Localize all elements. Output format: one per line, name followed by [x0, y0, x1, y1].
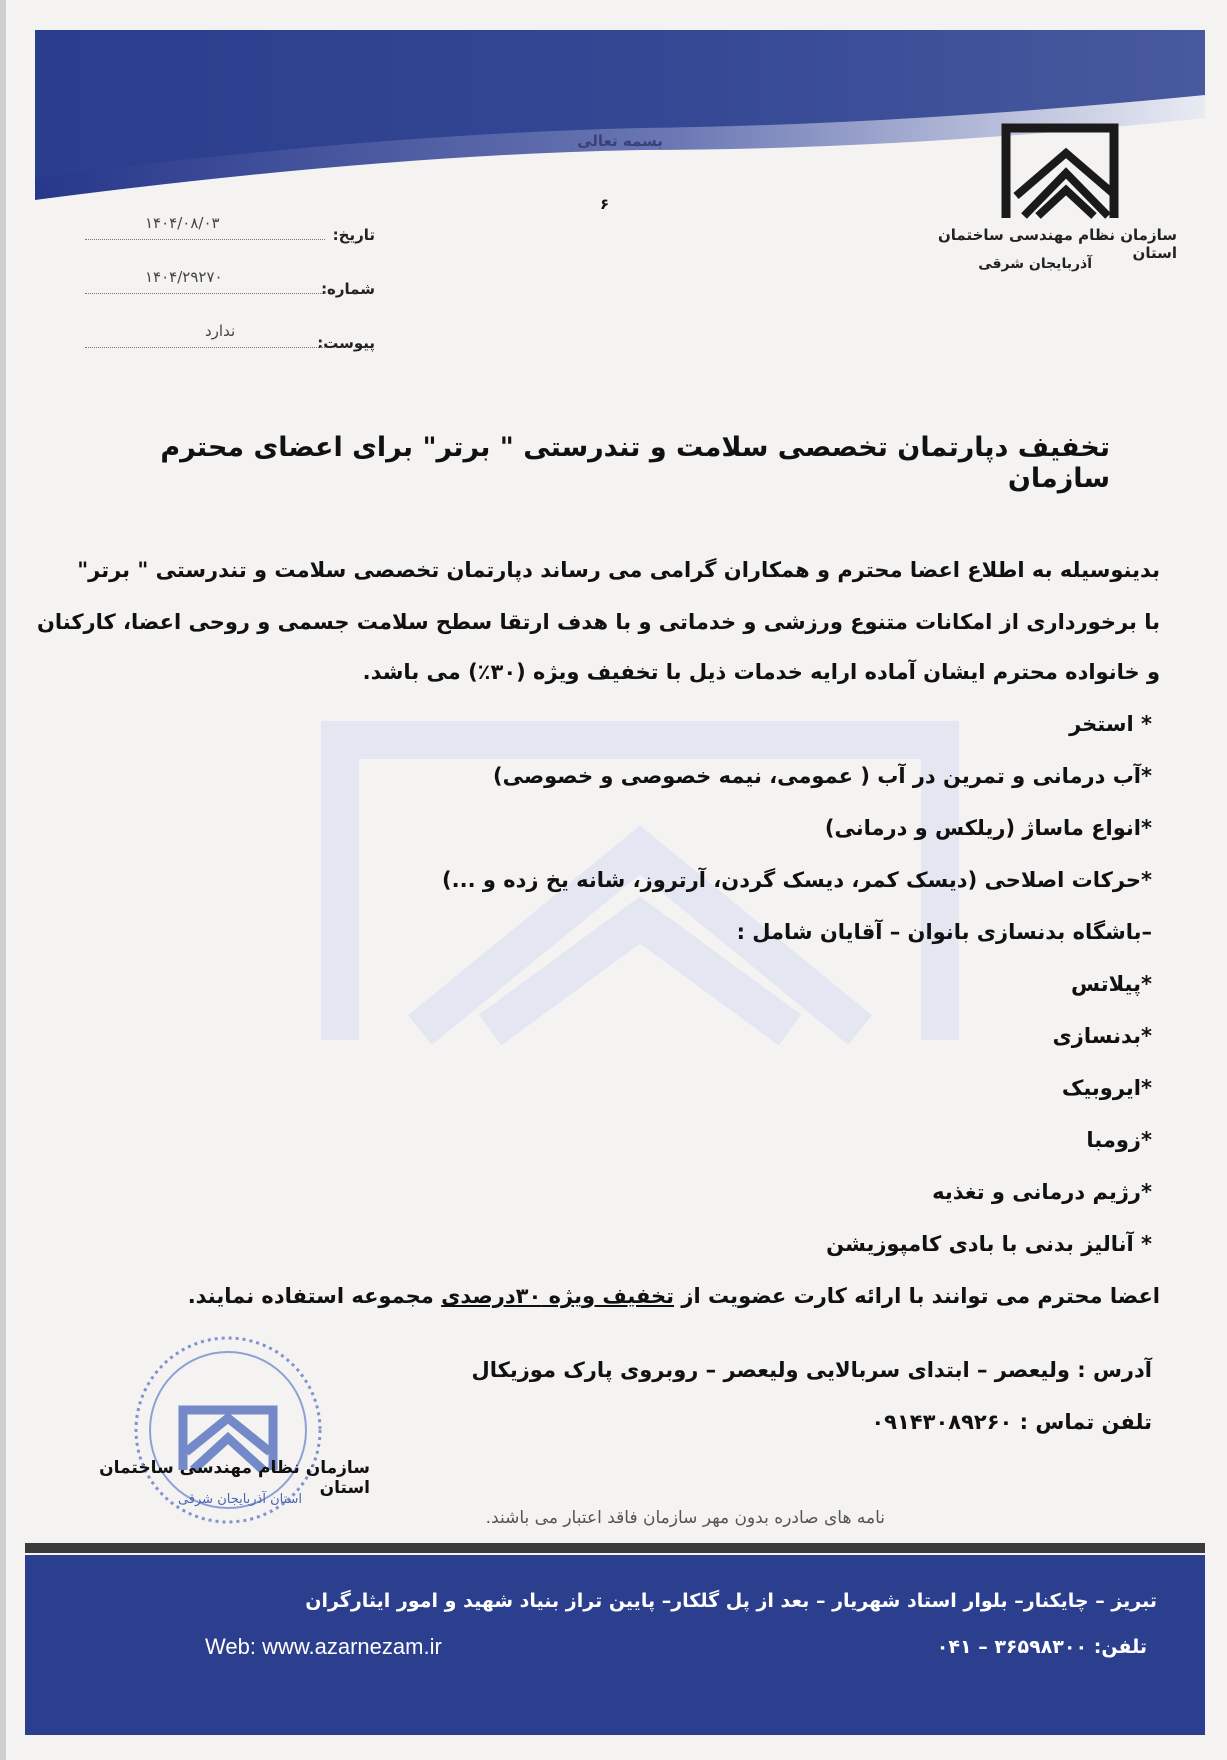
- number-field: [85, 268, 375, 298]
- footer-website[interactable]: Web: www.azarnezam.ir: [205, 1634, 442, 1659]
- attachment-line: [85, 347, 325, 348]
- closing-line: [187, 1284, 1160, 1308]
- service-item: *آب درمانی و تمرین در آب ( عمومی، نیمه خصوصی و خصوصی): [492, 764, 1152, 788]
- stamp-province: استان آذربایجان شرقی: [177, 1492, 303, 1507]
- service-item: * استخر: [1069, 712, 1152, 736]
- letter-title: تخفیف دپارتمان تخصصی سلامت و تندرستی " برتر" برای اعضای محترم سازمان: [160, 432, 1110, 494]
- footer-address: تبریز – چایکنار– بلوار استاد شهریار – بعد از پل گلکار– پایین تراز بنیاد شهید و امور ایثارگران: [305, 1590, 1157, 1612]
- service-item: *بدنسازی: [1052, 1024, 1152, 1048]
- gym-heading: –باشگاه بدنسازی بانوان – آقایان شامل :: [736, 920, 1152, 944]
- number-value: ۱۴۰۴/۲۹۲۷۰: [145, 268, 223, 286]
- date-value: ۱۴۰۴/۰۸/۰۳: [145, 214, 220, 232]
- service-item: *حرکات اصلاحی (دیسک کمر، دیسک گردن، آرتروز، شانه یخ زده و ...): [442, 868, 1152, 892]
- attachment-label: پیوست:: [317, 334, 375, 352]
- org-logo-icon: [996, 118, 1126, 228]
- basmala: بسمه تعالی: [577, 132, 663, 150]
- service-item: *ایروبیک: [1061, 1076, 1152, 1100]
- number-line: [85, 293, 325, 294]
- service-item: *انواع ماساژ (ریلکس و درمانی): [824, 816, 1152, 840]
- attachment-value: ندارد: [205, 322, 236, 340]
- attachment-field: [85, 322, 375, 352]
- contact-phone: تلفن تماس : ۰۹۱۴۳۰۸۹۲۶۰: [871, 1410, 1152, 1434]
- service-item: *رژیم درمانی و تغذیه: [932, 1180, 1152, 1204]
- service-item: *زومبا: [1086, 1128, 1152, 1152]
- closing-discount: تخفیف ویژه ۳۰درصدی: [441, 1284, 675, 1308]
- org-name: سازمان نظام مهندسی ساختمان استان: [938, 226, 1177, 262]
- org-province: آذربایجان شرقی: [978, 256, 1092, 272]
- footer-stripe: [25, 1543, 1205, 1553]
- contact-address: آدرس : ولیعصر – ابتدای سربالایی ولیعصر – روبروی پارک موزیکال: [471, 1358, 1152, 1382]
- service-item: *پیلاتس: [1071, 972, 1152, 996]
- number-label: شماره:: [321, 280, 375, 298]
- body-line-3: و خانواده محترم ایشان آماده ارایه خدمات ذیل با تخفیف ویژه (۳۰٪) می باشد.: [362, 660, 1160, 684]
- date-field: [85, 214, 375, 244]
- body-line-2: با برخورداری از امکانات متنوع ورزشی و خدماتی و با هدف ارتقا سطح سلامت جسمی و روحی اعضا، کارکنان: [36, 610, 1160, 634]
- closing-before: اعضا محترم می توانند با ارائه کارت عضویت از: [674, 1284, 1160, 1308]
- scan-edge: [0, 0, 6, 1760]
- validity-notice: نامه های صادره بدون مهر سازمان فاقد اعتبار می باشند.: [485, 1508, 885, 1528]
- footer-phone: تلفن: ۳۶۵۹۸۳۰۰ – ۰۴۱: [936, 1636, 1147, 1658]
- date-line: [85, 239, 325, 240]
- service-item: * آنالیز بدنی با بادی کامپوزیشن: [826, 1232, 1152, 1256]
- date-label: تاریخ:: [332, 226, 375, 244]
- stamp-org-name: سازمان نظام مهندسی ساختمان استان: [99, 1458, 370, 1498]
- body-line-1: بدینوسیله به اطلاع اعضا محترم و همکاران گرامی می رساند دپارتمان تخصصی سلامت و تندرستی " برتر": [77, 558, 1160, 582]
- closing-after: مجموعه استفاده نمایند.: [187, 1284, 442, 1308]
- handwritten-mark: ۶: [600, 195, 610, 213]
